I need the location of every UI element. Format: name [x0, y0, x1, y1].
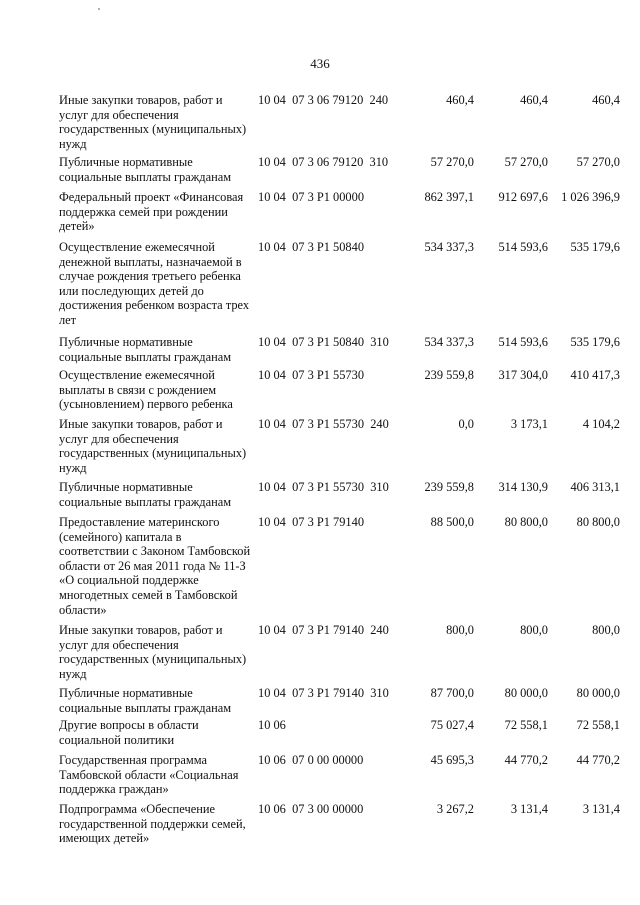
- row-value-1: 862 397,1: [424, 190, 474, 204]
- row-value-3: 80 000,0: [576, 686, 620, 700]
- row-code: 10 04 07 3 06 79120 310: [258, 155, 389, 169]
- row-name: Иные закупки товаров, работ и услуг для обеспечения государственных (муниципальных) нужд: [59, 93, 247, 151]
- row-value-1: 75 027,4: [430, 718, 474, 732]
- row-value-1: 534 337,3: [424, 240, 474, 254]
- row-value-3: 44 770,2: [576, 753, 620, 767]
- row-name: Иные закупки товаров, работ и услуг для обеспечения государственных (муниципальных) нужд: [59, 417, 247, 475]
- row-value-3: 460,4: [592, 93, 620, 107]
- row-value-2: 72 558,1: [504, 718, 548, 732]
- row-code: 10 04 07 3 P1 50840: [258, 240, 365, 254]
- row-code: 10 04 07 3 P1 55730 240: [258, 417, 389, 431]
- row-value-2: 57 270,0: [504, 155, 548, 169]
- row-code: 10 04 07 3 06 79120 240: [258, 93, 389, 107]
- row-value-3: 410 417,3: [570, 368, 620, 382]
- row-name: Осуществление ежемесячной выплаты в связи с рождением (усыновлением) первого ребенка: [59, 368, 233, 412]
- row-code: 10 04 07 3 P1 79140 310: [258, 686, 389, 700]
- row-value-2: 3 131,4: [510, 802, 548, 816]
- row-value-1: 534 337,3: [424, 335, 474, 349]
- row-value-2: 314 130,9: [498, 480, 548, 494]
- row-name: Иные закупки товаров, работ и услуг для обеспечения государственных (муниципальных) нужд: [59, 623, 247, 681]
- row-code: 10 06 07 3 00 00000: [258, 802, 364, 816]
- row-value-3: 72 558,1: [576, 718, 620, 732]
- row-value-2: 514 593,6: [498, 335, 548, 349]
- row-value-3: 80 800,0: [576, 515, 620, 529]
- row-value-2: 80 000,0: [504, 686, 548, 700]
- row-value-2: 800,0: [520, 623, 548, 637]
- row-value-3: 1 026 396,9: [561, 190, 620, 204]
- row-value-2: 80 800,0: [504, 515, 548, 529]
- row-value-1: 460,4: [446, 93, 474, 107]
- row-value-2: 44 770,2: [504, 753, 548, 767]
- row-value-3: 535 179,6: [570, 240, 620, 254]
- row-name: Другие вопросы в области социальной политики: [59, 718, 199, 747]
- row-name: Публичные нормативные социальные выплаты гражданам: [59, 686, 232, 715]
- row-code: 10 06 07 0 00 00000: [258, 753, 364, 767]
- row-code: 10 04 07 3 P1 79140 240: [258, 623, 389, 637]
- row-value-2: 460,4: [520, 93, 548, 107]
- row-value-2: 912 697,6: [498, 190, 548, 204]
- row-value-1: 800,0: [446, 623, 474, 637]
- row-value-3: 535 179,6: [570, 335, 620, 349]
- row-code: 10 04 07 3 P1 00000: [258, 190, 365, 204]
- row-code: 10 04 07 3 P1 55730: [258, 368, 365, 382]
- row-value-1: 3 267,2: [436, 802, 474, 816]
- row-code: 10 06: [258, 718, 286, 732]
- row-value-1: 239 559,8: [424, 368, 474, 382]
- row-value-3: 4 104,2: [582, 417, 620, 431]
- row-value-3: 406 313,1: [570, 480, 620, 494]
- row-value-1: 239 559,8: [424, 480, 474, 494]
- row-value-1: 57 270,0: [430, 155, 474, 169]
- row-value-1: 87 700,0: [430, 686, 474, 700]
- row-value-1: 0,0: [458, 417, 474, 431]
- row-value-3: 57 270,0: [576, 155, 620, 169]
- row-value-1: 45 695,3: [430, 753, 474, 767]
- row-name: Публичные нормативные социальные выплаты гражданам: [59, 480, 232, 509]
- row-value-2: 317 304,0: [498, 368, 548, 382]
- row-name: Предоставление материнского (семейного) капитала в соответствии с Законом Тамбовской области от 26 мая 2011 года № 11-З «О социальной поддержке многодетных семей в Тамбовской области»: [59, 515, 251, 617]
- row-name: Публичные нормативные социальные выплаты гражданам: [59, 155, 232, 184]
- scan-speck: [98, 8, 100, 10]
- row-name: Государственная программа Тамбовской области «Социальная поддержка граждан»: [59, 753, 239, 797]
- row-name: Осуществление ежемесячной денежной выплаты, назначаемой в случае рождения третьего ребенка или последующих детей до достижения ребенком возраста трех лет: [59, 240, 250, 327]
- row-name: Федеральный проект «Финансовая поддержка семей при рождении детей»: [59, 190, 244, 234]
- row-value-2: 3 173,1: [510, 417, 548, 431]
- page-number: 436: [310, 56, 330, 71]
- row-code: 10 04 07 3 P1 55730 310: [258, 480, 389, 494]
- row-code: 10 04 07 3 P1 50840 310: [258, 335, 389, 349]
- row-name: Подпрограмма «Обеспечение государственной поддержки семей, имеющих детей»: [59, 802, 246, 846]
- row-value-3: 3 131,4: [582, 802, 620, 816]
- row-value-2: 514 593,6: [498, 240, 548, 254]
- row-value-3: 800,0: [592, 623, 620, 637]
- row-name: Публичные нормативные социальные выплаты гражданам: [59, 335, 232, 364]
- row-value-1: 88 500,0: [430, 515, 474, 529]
- row-code: 10 04 07 3 P1 79140: [258, 515, 365, 529]
